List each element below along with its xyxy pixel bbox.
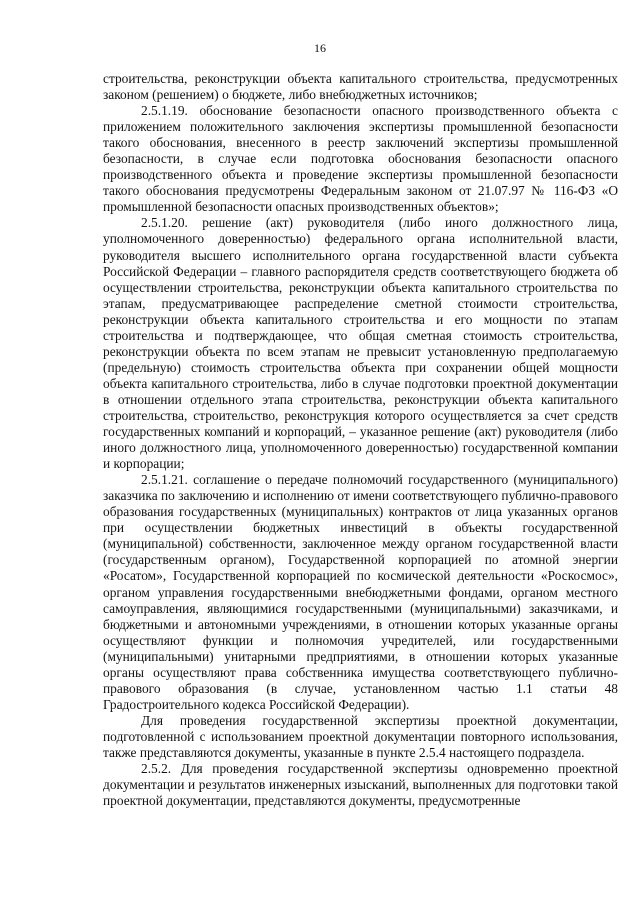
paragraph-2-5-2: 2.5.2. Для проведения государственной экспертизы одновременно проектной документации и результатов инженерных изысканий, выполненных для подготовки такой проектной документации, представляются документы, предусмотренные: [103, 761, 618, 809]
page-number: 16: [314, 41, 326, 55]
paragraph-2-5-1-21: 2.5.1.21. соглашение о передаче полномочий государственного (муниципального) заказчика по заключению и исполнению от имени соответствующего публично-правового образования государственных (муниципальных) контрактов от лица указанных органов при осуществлении бюджетных инвестиций в объекты государственной (муниципальной) собственности, заключенное между органом государственной власти (государственным органом), Государственной корпорацией по атомной энергии «Росатом», Государственной корпорацией по космической деятельности «Роскосмос», органом управления государственными внебюджетными фондами, органом местного самоуправления, являющимися государственными (муниципальными) заказчиками, и бюджетными и автономными учреждениями, в отношении которых указанные органы осуществляют функции и полномочия учредителей, или государственными (муниципальными) унитарными предприятиями, в отношении которых указанные органы осуществляют права собственника имущества соответствующего публично-правового образования (в случае, установленном частью 1.1 статьи 48 Градостроительного кодекса Российской Федерации).: [103, 472, 618, 712]
paragraph-continuation: строительства, реконструкции объекта капитального строительства, предусмотренных законом (решением) о бюджете, либо внебюджетных источников;: [103, 71, 618, 103]
paragraph-2-5-1-20: 2.5.1.20. решение (акт) руководителя (либо иного должностного лица, уполномоченного доверенностью) федерального органа исполнительной власти, руководителя высшего исполнительного органа государственной власти субъекта Российской Федерации – главного распорядителя средств соответствующего бюджета об осуществлении строительства, реконструкции объекта капитального строительства по этапам, предусматривающее распределение сметной стоимости строительства, реконструкции объекта капитального строительства и его мощности по этапам строительства и подтверждающее, что общая сметная стоимость строительства, реконструкции объекта по всем этапам не превысит установленную предполагаемую (предельную) стоимость строительства объекта при сохранении общей мощности объекта капитального строительства, либо в случае подготовки проектной документации в отношении отдельного этапа строительства, реконструкции объекта капитального строительства, строительство, реконструкция которого осуществляется за счет средств государственных компаний и корпораций, – указанное решение (акт) руководителя (либо иного должностного лица, уполномоченного доверенностью) государственной компании и корпорации;: [103, 215, 618, 472]
paragraph-2-5-1-19: 2.5.1.19. обоснование безопасности опасного производственного объекта с приложением положительного заключения экспертизы промышленной безопасности такого обоснования, внесенного в реестр заключений экспертизы промышленной безопасности, в случае если подготовка обоснования безопасности опасного производственного объекта и проведение экспертизы промышленной безопасности такого обоснования предусмотрены Федеральным законом от 21.07.97 № 116-ФЗ «О промышленной безопасности опасных производственных объектов»;: [103, 103, 618, 215]
page-body: [103, 71, 618, 809]
paragraph-reuse-documentation: Для проведения государственной экспертизы проектной документации, подготовленной с использованием проектной документации повторного использования, также представляются документы, указанные в пункте 2.5.4 настоящего подраздела.: [103, 712, 618, 760]
